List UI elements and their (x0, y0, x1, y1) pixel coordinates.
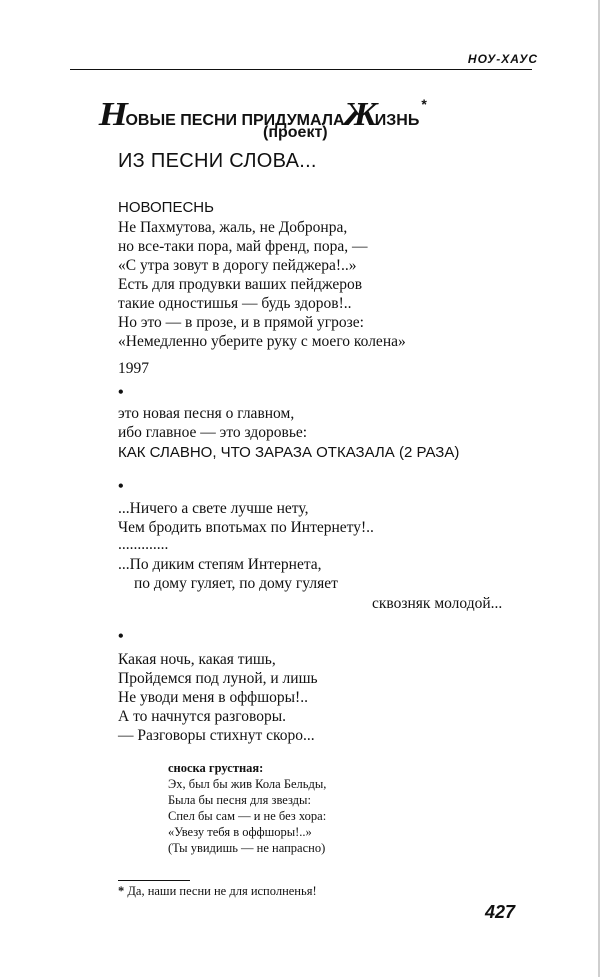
note-line: Эх, был бы жив Кола Бельды, (168, 777, 327, 791)
poem-line: ...Ничего а свете лучше нету, (118, 500, 309, 517)
section-bullet: • (118, 478, 124, 495)
section1-heading: НОВОПЕСНЬ (118, 199, 214, 216)
note-heading: сноска грустная: (168, 761, 264, 775)
section-bullet: • (118, 384, 124, 401)
note-line: «Увезу тебя в оффшоры!..» (168, 825, 312, 839)
header-rule (70, 69, 532, 70)
section-bullet: • (118, 628, 124, 645)
note-line: Спел бы сам — и не без хора: (168, 809, 327, 823)
year-label: 1997 (118, 360, 149, 377)
footnote-mark: * (118, 884, 125, 898)
poem-line: но все-таки пора, май френд, пора, — (118, 238, 368, 255)
poem-line: ибо главное — это здоровье: (118, 424, 308, 441)
poem-line: это новая песня о главном, (118, 405, 295, 422)
poem-line: «Немедленно уберите руку с моего колена» (118, 333, 406, 350)
poem-line: Не уводи меня в оффшоры!.. (118, 689, 308, 706)
poem-line: А то начнутся разговоры. (118, 708, 286, 725)
title-text-2: ИЗНЬ (374, 112, 420, 129)
poem-line: по дому гуляет, по дому гуляет (134, 575, 338, 592)
footnote-rule (118, 880, 190, 881)
note-line: Была бы песня для звезды: (168, 793, 311, 807)
poem-line: Но это — в прозе, и в прямой угрозе: (118, 314, 364, 331)
title-footnote-mark: * (421, 96, 427, 112)
caps-line: КАК СЛАВНО, ЧТО ЗАРАЗА ОТКАЗАЛА (2 РАЗА) (118, 444, 460, 461)
ellipsis-line: ............. (118, 536, 169, 553)
poem-line: ...По диким степям Интернета, (118, 556, 322, 573)
title-project: (проект) (263, 124, 328, 141)
footnote (118, 884, 317, 899)
poem-line: Пройдемся под луной, и лишь (118, 670, 318, 687)
poem-line: такие одностишья — будь здоров!.. (118, 295, 352, 312)
poem-line: «С утра зовут в дорогу пейджера!..» (118, 257, 357, 274)
note-line: (Ты увидишь — не напрасно) (168, 841, 326, 855)
subtitle: ИЗ ПЕСНИ СЛОВА... (118, 150, 317, 172)
title-initial-zh: Ж (343, 96, 377, 133)
title-text-1: ОВЫЕ ПЕСНИ ПРИДУМАЛА (125, 112, 345, 129)
running-head: НОУ-ХАУС (467, 52, 538, 66)
title-initial-n: Н (98, 96, 127, 133)
poem-line: Какая ночь, какая тишь, (118, 651, 276, 668)
page-number: 427 (485, 902, 516, 922)
poem-line: сквозняк молодой... (372, 595, 503, 612)
footnote-text: Да, наши песни не для исполненья! (127, 884, 317, 898)
poem-line: Есть для продувки ваших пейджеров (118, 276, 363, 293)
poem-line: — Разговоры стихнут скоро... (118, 727, 315, 744)
poem-line: Чем бродить впотьмах по Интернету!.. (118, 519, 374, 536)
poem-line: Не Пахмутова, жаль, не Добронра, (118, 219, 348, 236)
